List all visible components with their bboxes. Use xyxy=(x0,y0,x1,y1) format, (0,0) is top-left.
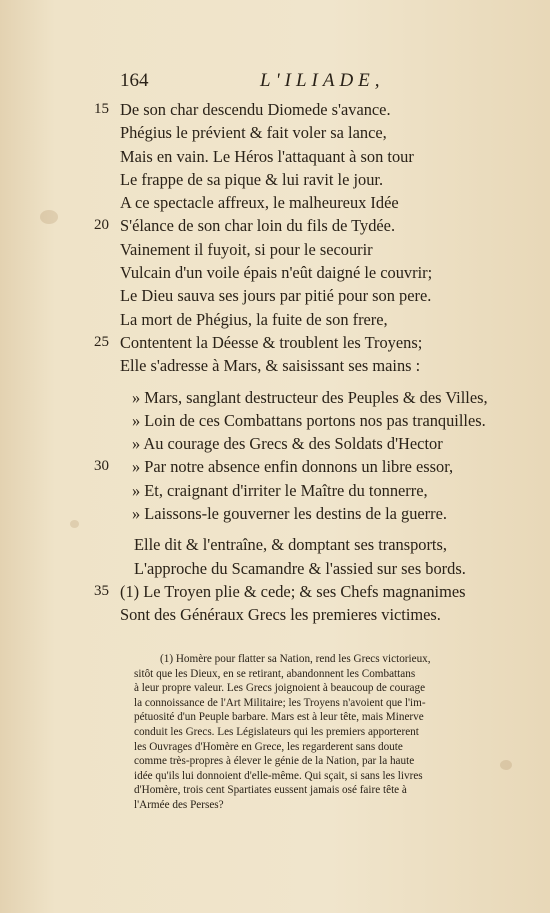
footnote-line: d'Homère, trois cent Spartiates eussent jamais osé faire tête à xyxy=(134,784,407,797)
verse-line xyxy=(120,502,540,525)
verse-line xyxy=(94,98,540,121)
verse-text: Le frappe de sa pique & lui ravit le jour. xyxy=(120,169,384,189)
stanza-gap xyxy=(120,525,540,533)
verse-line xyxy=(94,331,540,354)
verse-line xyxy=(120,261,540,284)
paper-stain xyxy=(40,210,58,224)
verse-line xyxy=(120,479,540,502)
line-number: 20 xyxy=(94,217,109,234)
verse-text: Elle s'adresse à Mars, & saisissant ses mains : xyxy=(120,356,421,376)
verse-text: Sont des Généraux Grecs les premieres victimes. xyxy=(120,605,441,625)
footnote-line: la connoissance de l'Art Militaire; les Troyens n'avoient que l'im- xyxy=(134,696,426,709)
footnote-line: l'Armée des Perses? xyxy=(134,798,224,811)
verse-line xyxy=(120,168,540,191)
verse-line xyxy=(120,145,540,168)
verse-text: (1) Le Troyen plie & cede; & ses Chefs magnanimes xyxy=(120,581,466,601)
paper-stain xyxy=(70,520,79,528)
verse-line xyxy=(120,409,540,432)
verse-text: Phégius le prévient & fait voler sa lance, xyxy=(120,123,387,143)
verse-text: Mais en vain. Le Héros l'attaquant à son tour xyxy=(120,146,414,166)
verse-text: » Mars, sanglant destructeur des Peuples & des Villes, xyxy=(132,387,488,407)
speech-verses xyxy=(94,386,540,526)
line-number: 35 xyxy=(94,582,109,599)
verse-text: La mort de Phégius, la fuite de son frere, xyxy=(120,309,388,329)
verse-block xyxy=(94,98,540,627)
line-number: 25 xyxy=(94,333,109,350)
verse-text: Vainement il fuyoit, si pour le secourir xyxy=(120,239,373,259)
verse-line xyxy=(94,580,540,603)
verse-text: » Laissons-le gouverner les destins de la guerre. xyxy=(132,504,447,524)
verse-text: Le Dieu sauva ses jours par pitié pour son pere. xyxy=(120,286,432,306)
verse-text: Contentent la Déesse & troublent les Troyens; xyxy=(120,332,423,352)
verse-line xyxy=(120,603,540,626)
verse-text: » Au courage des Grecs & des Soldats d'Hector xyxy=(132,434,443,454)
verse-line xyxy=(120,238,540,261)
footnote-line: idée qu'ils lui donnoient d'elle-même. Qui sçait, si sans les livres xyxy=(134,769,423,782)
verse-text: A ce spectacle affreux, le malheureux Idée xyxy=(120,193,399,213)
footnote-line: sitôt que les Dieux, en se retirant, abandonnent les Combattans xyxy=(134,667,416,680)
page-number: 164 xyxy=(120,70,149,91)
closing-verses xyxy=(94,533,540,626)
verse-text: L'approche du Scamandre & l'assied sur ses bords. xyxy=(134,558,466,578)
verse-text: S'élance de son char loin du fils de Tydée. xyxy=(120,216,396,236)
footnote xyxy=(134,652,540,813)
verse-text: Elle dit & l'entraîne, & domptant ses transports, xyxy=(134,535,447,555)
footnote-line: pétuosité d'un Peuple barbare. Mars est à leur tête, mais Minerve xyxy=(134,711,424,724)
verse-line xyxy=(94,214,540,237)
verse-line xyxy=(120,354,540,377)
verse-text: » Loin de ces Combattans portons nos pas tranquilles. xyxy=(132,410,486,430)
verse-line xyxy=(94,455,540,478)
verse-line xyxy=(120,432,540,455)
stanza-gap xyxy=(120,378,540,386)
verse-line xyxy=(120,386,540,409)
verse-line xyxy=(120,121,540,144)
verse-text: » Et, craignant d'irriter le Maître du tonnerre, xyxy=(132,480,428,500)
narrative-verses xyxy=(94,98,540,378)
line-number: 30 xyxy=(94,458,109,475)
verse-text: » Par notre absence enfin donnons un libre essor, xyxy=(132,457,454,477)
verse-line xyxy=(120,191,540,214)
running-title: L'ILIADE, xyxy=(260,70,385,91)
verse-line xyxy=(120,557,540,580)
page-header xyxy=(120,70,530,96)
verse-line xyxy=(120,308,540,331)
footnote-line: les Ouvrages d'Homère en Grece, les regarderent sans doute xyxy=(134,740,403,753)
verse-line xyxy=(120,284,540,307)
line-number: 15 xyxy=(94,101,109,117)
footnote-line: (1) Homère pour flatter sa Nation, rend les Grecs victorieux, xyxy=(160,653,431,665)
footnote-line: comme très-propres à élever le génie de la Nation, par la haute xyxy=(134,755,415,768)
footnote-line: conduit les Grecs. Les Législateurs qui les premiers apporterent xyxy=(134,725,419,738)
verse-line xyxy=(120,533,540,556)
footnote-line: à leur propre valeur. Les Grecs joignoient à beaucoup de courage xyxy=(134,682,426,695)
verse-text: Vulcain d'un voile épais n'eût daigné le couvrir; xyxy=(120,263,433,283)
verse-text: De son char descendu Diomede s'avance. xyxy=(120,100,391,119)
